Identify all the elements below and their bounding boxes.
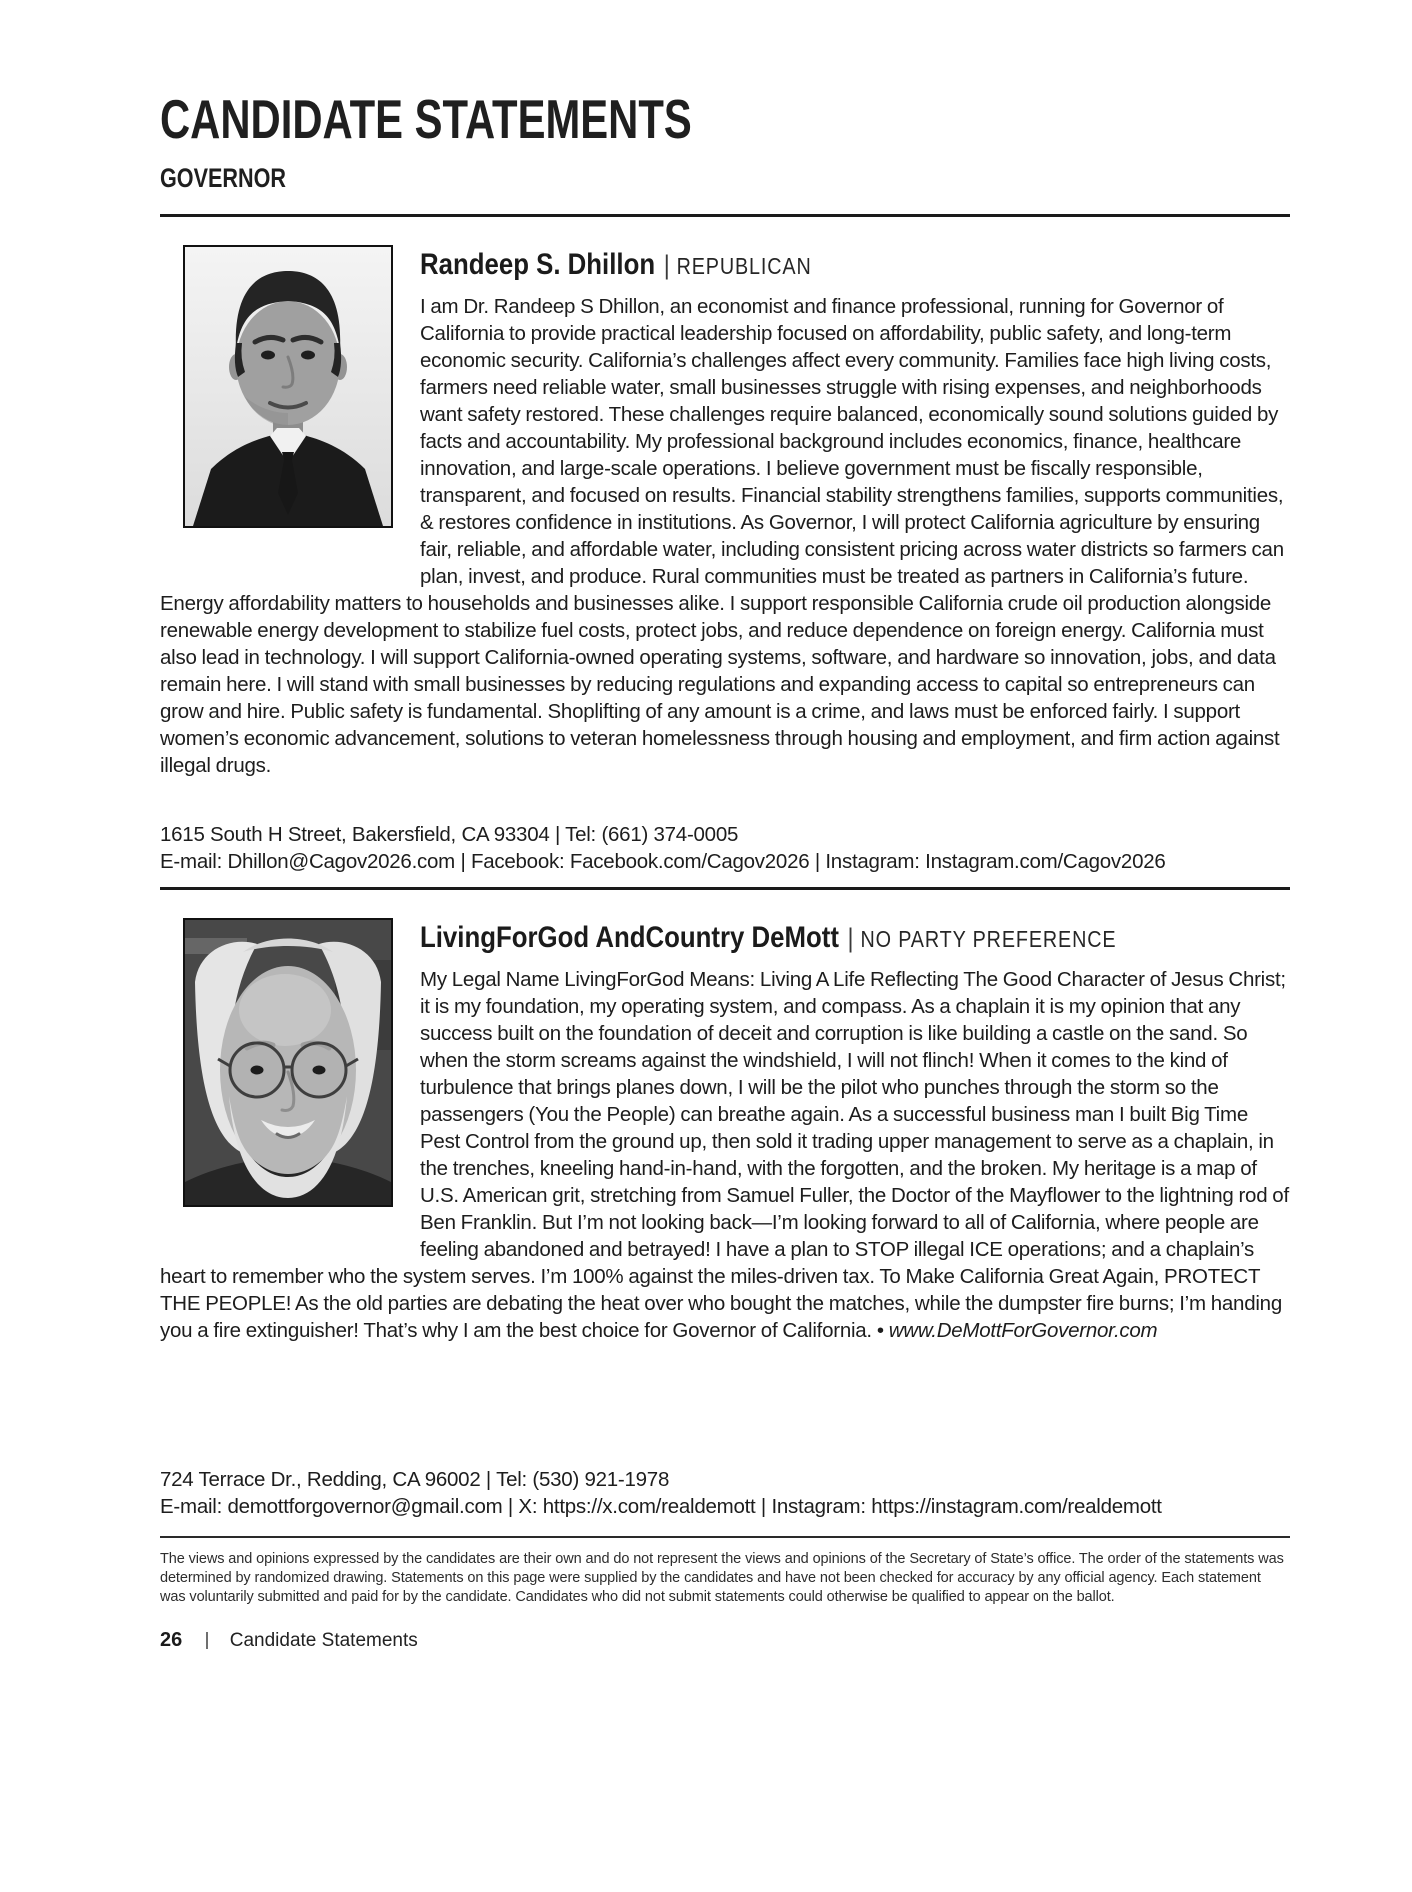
disclaimer-divider-rule bbox=[160, 1536, 1290, 1538]
name-party-divider: | bbox=[847, 923, 854, 953]
page-title: CANDIDATE STATEMENTS bbox=[160, 88, 692, 150]
section-divider-rule bbox=[160, 887, 1290, 890]
candidate-statement: I am Dr. Randeep S Dhillon, an economist and finance professional, running for Governor of California to provide practical leadership focused on affordability, public safety, and long-term economic security. California’s challenges affect every community. Families face high living costs, farmers need reliable water, small businesses struggle with rising expenses, and neighborhoods want safety restored. These challenges require balanced, economically sound solutions guided by facts and accountability. My professional background includes economics, finance, healthcare innovation, and large-scale operations. I believe government must be fiscally responsible, transparent, and focused on results. Financial stability strengthens families, supports communities, & restores confidence in institutions. As Governor, I will protect California agriculture by ensuring fair, reliable, and affordable water, including consistent pricing across water districts so farmers can plan, invest, and produce. Rural communities must be treated as partners in California’s future. Energy affordability matters to households and businesses alike. I support responsible California crude oil production alongside renewable energy development to stabilize fuel costs, protect jobs, and reduce dependence on foreign energy. California must also lead in technology. I will support California-owned operating systems, software, and hardware so innovation, jobs, and data remain here. I will stand with small businesses by reducing regulations and expanding access to capital so entrepreneurs can grow and hire. Public safety is fundamental. Shoplifting of any amount is a crime, and laws must be enforced fairly. I support women’s economic advancement, solutions to veteran homelessness through housing and employment, and firm action against illegal drugs. bbox=[160, 295, 1284, 777]
portrait-man-suit-icon bbox=[185, 247, 391, 526]
page-subtitle: GOVERNOR bbox=[160, 163, 287, 193]
candidate-name: Randeep S. Dhillon bbox=[420, 248, 656, 281]
footer-divider-bar bbox=[206, 1632, 208, 1649]
candidate-photo-demott bbox=[183, 918, 393, 1207]
candidate-section-demott bbox=[160, 917, 1290, 1520]
candidate-contact-dhillon bbox=[160, 821, 1290, 875]
footer-section-label: Candidate Statements bbox=[229, 1629, 418, 1651]
contact-email-social: E-mail: Dhillon@Cagov2026.com | Facebook: Facebook.com/Cagov2026 | Instagram: Instagram.com/Cagov2026 bbox=[160, 850, 1166, 873]
name-party-divider: | bbox=[663, 250, 670, 280]
contact-address-phone: 1615 South H Street, Bakersfield, CA 93304 | Tel: (661) 374-0005 bbox=[160, 823, 739, 846]
candidate-statements-page bbox=[0, 88, 1412, 1892]
statement-text: My Legal Name LivingForGod Means: Living A Life Reflecting The Good Character of Jesus Christ; it is my foundation, my operating system, and compass. As a chaplain it is my opinion that any success built on the foundation of deceit and corruption is like building a castle on the sand. So when the storm screams against the windshield, I will not flinch! When it comes to the kind of turbulence that brings planes down, I will be the pilot who punches through the storm so the passengers (You the People) can breathe again. As a successful business man I built Big Time Pest Control from the ground up, then sold it trading upper management to serve as a chaplain, in the trenches, kneeling hand-in-hand, with the forgotten, and the broken. My heritage is a map of U.S. American grit, stretching from Samuel Fuller, the Doctor of the Mayflower to the lightning rod of Ben Franklin. But I’m not looking back—I’m looking forward to all of California, where people are feeling abandoned and betrayed! I have a plan to STOP illegal ICE operations; and a chaplain’s heart to remember who the system serves. I’m 100% against the miles-driven tax. To Make California Great Again, PROTECT THE PEOPLE! As the old parties are debating the heat over who bought the matches, while the dumpster fire burns; I’m handing you a fire extinguisher! That’s why I am the best choice for Governor of California. bbox=[160, 968, 1289, 1342]
candidate-name: LivingForGod AndCountry DeMott bbox=[420, 921, 839, 954]
candidate-website: www.DeMottForGovernor.com bbox=[888, 1319, 1158, 1342]
candidate-party: REPUBLICAN bbox=[676, 253, 812, 279]
contact-address-phone: 724 Terrace Dr., Redding, CA 96002 | Tel: (530) 921-1978 bbox=[160, 1468, 670, 1491]
page-number: 26 bbox=[160, 1629, 183, 1651]
contact-email-social: E-mail: demottforgovernor@gmail.com | X: https://x.com/realdemott | Instagram: https://instagram.com/realdemott bbox=[160, 1495, 1162, 1518]
candidate-party: NO PARTY PREFERENCE bbox=[860, 926, 1117, 952]
candidate-photo-dhillon bbox=[183, 245, 393, 528]
candidate-contact-demott bbox=[160, 1466, 1290, 1520]
disclaimer-text: The views and opinions expressed by the candidates are their own and do not represent the views and opinions of the Secretary of State’s office. The order of the statements was determined by randomized drawing. Statements on this page were supplied by the candidates and have not been checked for accuracy by any official agency. Each statement was voluntarily submitted and paid for by the candidate. Candidates who did not submit statements could otherwise be qualified to appear on the ballot. bbox=[160, 1551, 1284, 1605]
candidate-section-dhillon bbox=[160, 244, 1290, 875]
section-divider-rule bbox=[160, 214, 1290, 217]
portrait-man-beard-glasses-icon bbox=[185, 920, 391, 1205]
page-footer bbox=[160, 1629, 1290, 1652]
bullet-separator: • bbox=[871, 1319, 889, 1342]
